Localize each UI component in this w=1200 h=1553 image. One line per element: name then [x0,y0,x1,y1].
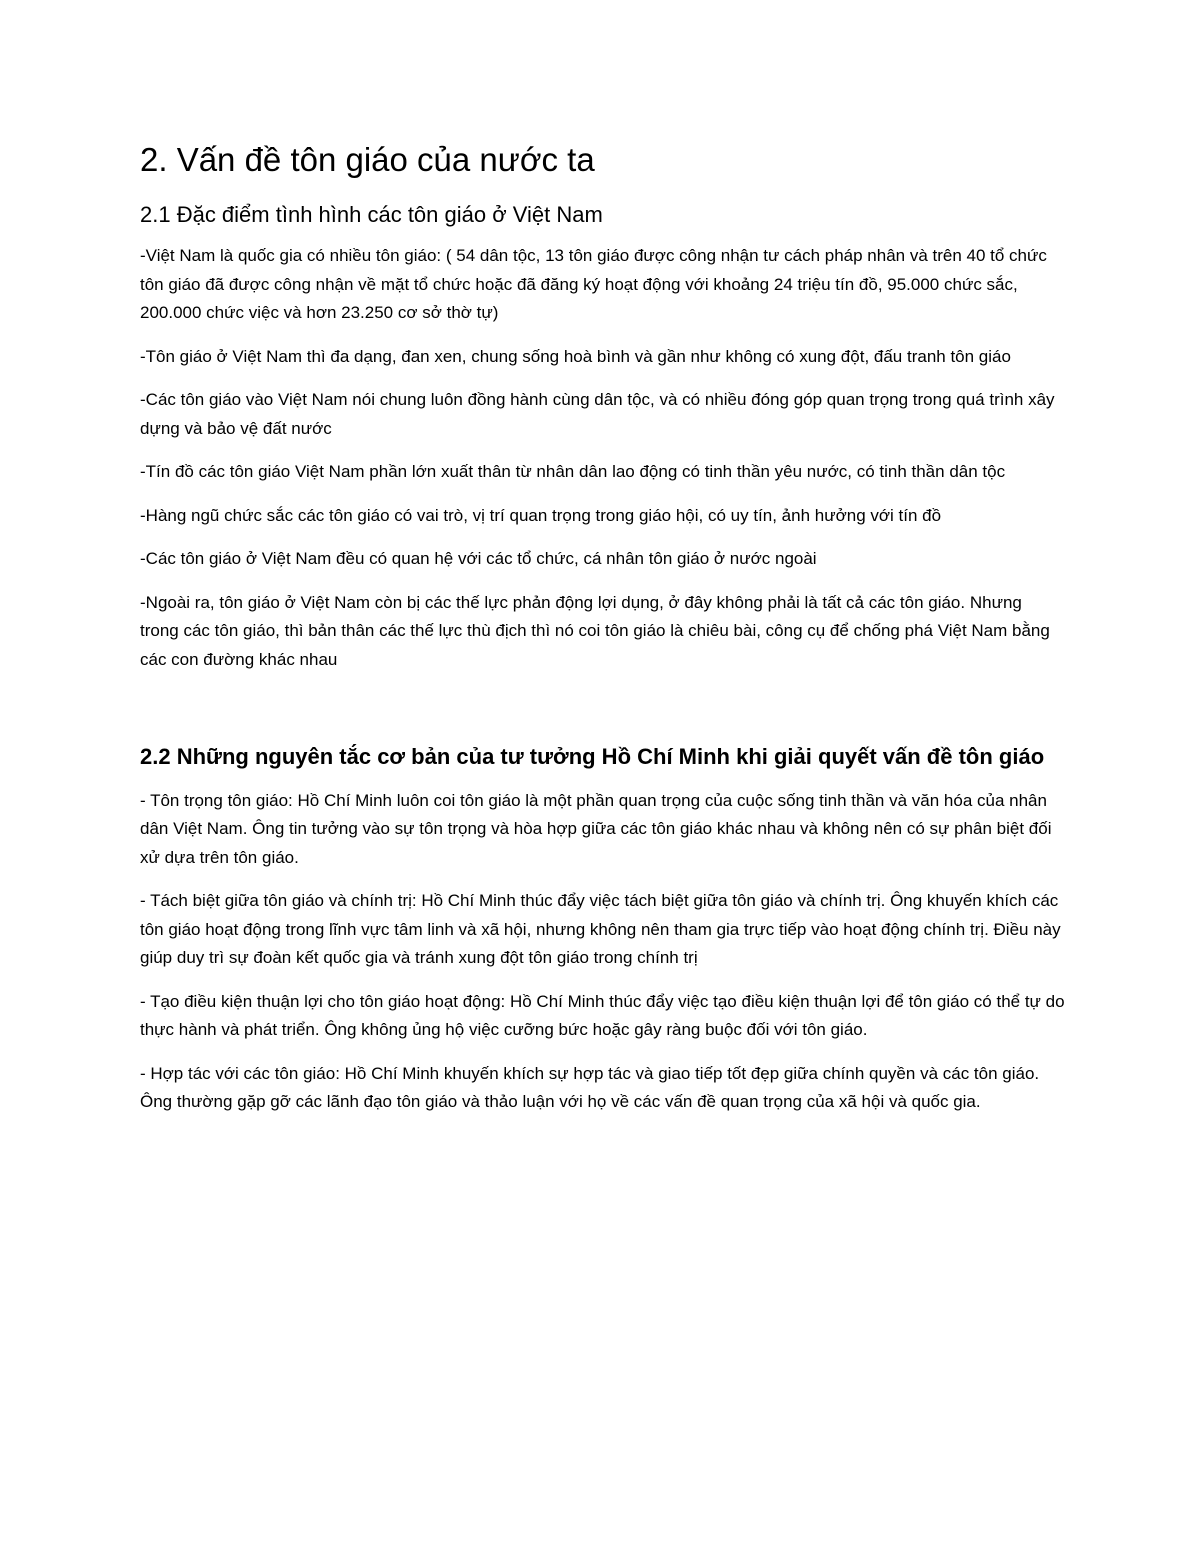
section-1-paragraph: -Tôn giáo ở Việt Nam thì đa dạng, đan xen, chung sống hoà bình và gần như không có xung đột, đấu tranh tôn giáo [140,346,1011,366]
section-1-paragraph: -Ngoài ra, tôn giáo ở Việt Nam còn bị các thế lực phản động lợi dụng, ở đây không phải là tất cả các tôn giáo. Nhưng trong các tôn giáo, thì bản thân các thế lực thù địch thì nó coi tôn giáo là chiêu bài, công cụ để chống phá Việt Nam bằng các con đường khác nhau [140,592,1050,669]
section-1-paragraph: -Việt Nam là quốc gia có nhiều tôn giáo: ( 54 dân tộc, 13 tôn giáo được công nhận tư cách pháp nhân và trên 40 tổ chức tôn giáo đã được công nhận về mặt tổ chức hoặc đã đăng ký hoạt động với khoảng 24 triệu tín đồ, 95.000 chức sắc, 200.000 chức việc và hơn 23.250 cơ sở thờ tự) [140,246,1047,323]
section-2-paragraph: - Tôn trọng tôn giáo: Hồ Chí Minh luôn coi tôn giáo là một phần quan trọng của cuộc sống tinh thần và văn hóa của nhân dân Việt Nam. Ông tin tưởng vào sự tôn trọng và hòa hợp giữa các tôn giáo khác nhau và không nên có sự phân biệt đối xử dựa trên tôn giáo. [140,790,1052,867]
document-page [140,140,1065,1132]
section-1-paragraph: -Tín đồ các tôn giáo Việt Nam phần lớn xuất thân từ nhân dân lao động có tinh thần yêu nước, có tinh thần dân tộc [140,462,1006,482]
section-1-paragraph: -Các tôn giáo vào Việt Nam nói chung luôn đồng hành cùng dân tộc, và có nhiều đóng góp quan trọng trong quá trình xây dựng và bảo vệ đất nước [140,390,1055,438]
section-2-paragraph: - Hợp tác với các tôn giáo: Hồ Chí Minh khuyến khích sự hợp tác và giao tiếp tốt đẹp giữa chính quyền và các tôn giáo. Ông thường gặp gỡ các lãnh đạo tôn giáo và thảo luận với họ về các vấn đề quan trọng của xã hội và quốc gia. [140,1063,1040,1112]
section-2-paragraph: - Tách biệt giữa tôn giáo và chính trị: Hồ Chí Minh thúc đẩy việc tách biệt giữa tôn giáo và chính trị. Ông khuyến khích các tôn giáo hoạt động trong lĩnh vực tâm linh và xã hội, nhưng không nên tham gia trực tiếp vào hoạt động chính trị. Điều này giúp duy trì sự đoàn kết quốc gia và tránh xung đột tôn giáo trong chính trị [140,891,1061,968]
section-spacer [140,689,1065,739]
section-2-paragraph: - Tạo điều kiện thuận lợi cho tôn giáo hoạt động: Hồ Chí Minh thúc đẩy việc tạo điều kiện thuận lợi để tôn giáo có thể tự do thực hành và phát triển. Ông không ủng hộ việc cưỡng bức hoặc gây ràng buộc đối với tôn giáo. [140,991,1065,1040]
section-1-paragraph: -Hàng ngũ chức sắc các tôn giáo có vai trò, vị trí quan trọng trong giáo hội, có uy tín, ảnh hưởng với tín đồ [140,505,942,525]
section-1-paragraph: -Các tôn giáo ở Việt Nam đều có quan hệ với các tổ chức, cá nhân tôn giáo ở nước ngoài [140,549,817,569]
section-2-heading: 2.2 Những nguyên tắc cơ bản của tư tưởng Hồ Chí Minh khi giải quyết vấn đề tôn giáo [140,744,1045,770]
section-1-heading: 2.1 Đặc điểm tình hình các tôn giáo ở Việt Nam [140,201,603,227]
document-title: 2. Vấn đề tôn giáo của nước ta [140,141,595,178]
